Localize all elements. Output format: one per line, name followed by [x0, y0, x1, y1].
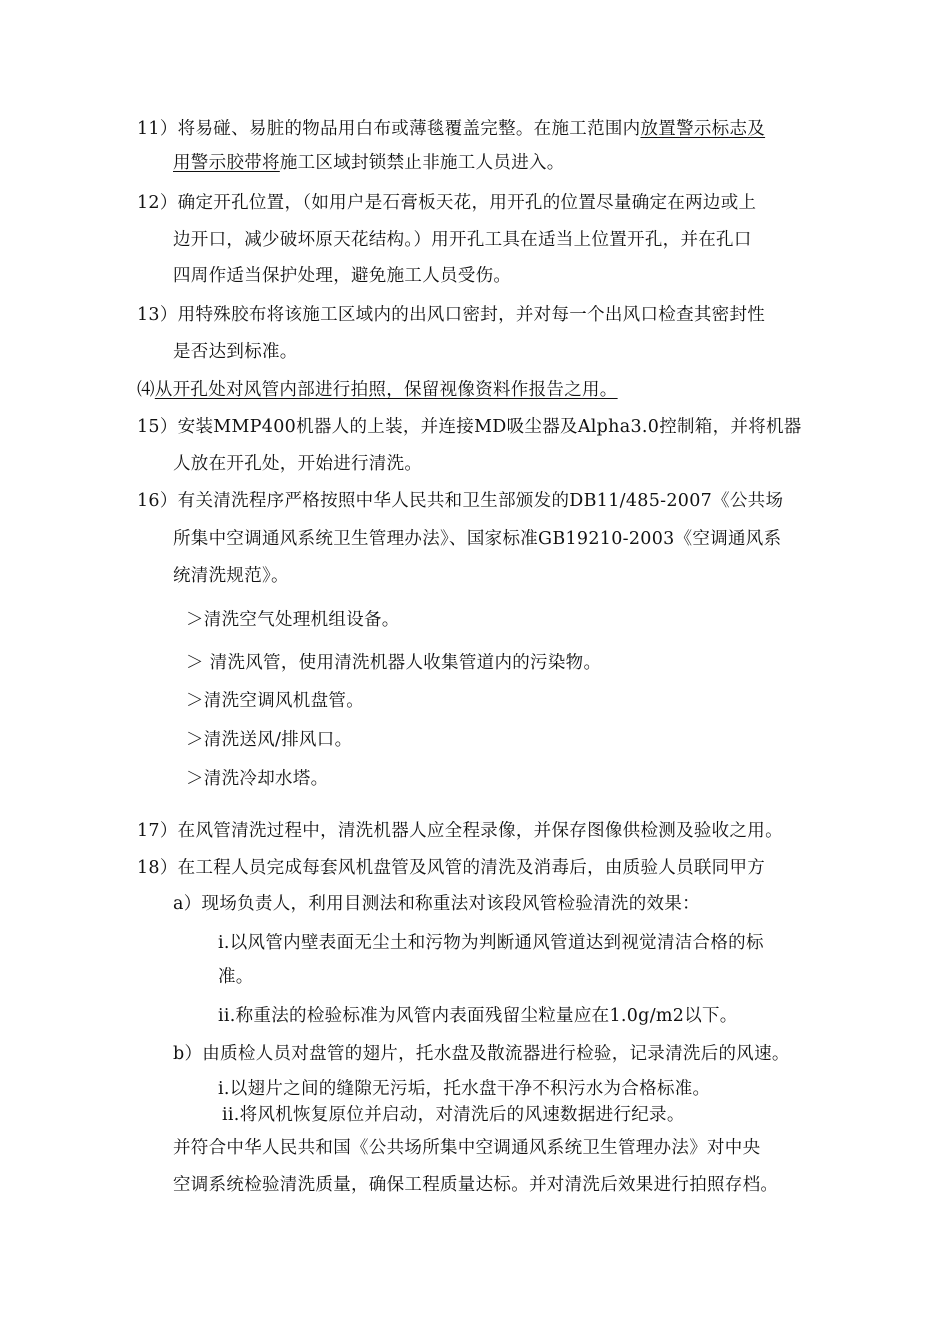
- item-15-line-2: 人放在开孔处，开始进行清洗。: [173, 454, 423, 474]
- item-12-line-3: 四周作适当保护处理，避免施工人员受伤。: [173, 266, 512, 286]
- item-11-underlined-text-2: 用警示胶带将: [173, 153, 280, 173]
- item-18-sub-b-i: i.以翅片之间的缝隙无污垢，托水盘干净不积污水为合格标准。: [218, 1079, 711, 1099]
- item-18-sub-b: b）由质检人员对盘管的翅片，托水盘及散流器进行检验，记录清洗后的风速。: [173, 1044, 790, 1064]
- item-14-number: ⑷: [137, 380, 155, 400]
- item-18-sub-a-ii: ii.称重法的检验标准为风管内表面残留尘粒量应在1.0g/m2以下。: [218, 1006, 738, 1026]
- item-17-line-1: 17）在风管清洗过程中，清洗机器人应全程录像，并保存图像供检测及验收之用。: [137, 821, 783, 841]
- item-18-sub-a-i-line-2: 准。: [218, 967, 254, 987]
- item-11-line-2: [173, 151, 565, 175]
- bullet-item: ＞清洗送风/排风口。: [186, 730, 353, 750]
- item-14-line: [137, 378, 618, 402]
- item-13-line-1: 13）用特殊胶布将该施工区域内的出风口密封，并对每一个出风口检查其密封性: [137, 305, 766, 325]
- item-16-line-1: 16）有关清洗程序严格按照中华人民共和卫生部颁发的DB11/485-2007《公共场: [137, 491, 784, 511]
- item-16-line-2: 所集中空调通风系统卫生管理办法》、国家标准GB19210-2003《空调通风系: [173, 529, 782, 549]
- item-18-sub-a: a）现场负责人，利用目测法和称重法对该段风管检验清洗的效果：: [173, 894, 700, 914]
- item-11-underlined-text: 放置警示标志及: [640, 119, 766, 139]
- bullet-item: ＞清洗空调风机盘管。: [186, 691, 364, 711]
- item-11-text-2: 施工区域封锁禁止非施工人员进入。: [279, 153, 565, 173]
- bullet-item: ＞清洗空气处理机组设备。: [186, 610, 400, 630]
- item-12-line-1: 12）确定开孔位置，（如用户是石膏板天花，用开孔的位置尽量确定在两边或上: [137, 193, 757, 213]
- item-13-line-2: 是否达到标准。: [173, 342, 298, 362]
- item-18-sub-a-i-line-1: i.以风管内壁表面无尘土和污物为判断通风管道达到视觉清洁合格的标: [218, 933, 764, 953]
- bullet-item: ＞清洗冷却水塔。: [186, 769, 329, 789]
- item-16-line-3: 统清洗规范》。: [173, 566, 289, 586]
- item-15-line-1: 15）安装MMP400机器人的上装，并连接MD吸尘器及Alpha3.0控制箱，并将机器: [137, 417, 802, 437]
- closing-line-1: 并符合中华人民共和国《公共场所集中空调通风系统卫生管理办法》对中央: [173, 1138, 761, 1158]
- closing-line-2: 空调系统检验清洗质量，确保工程质量达标。并对清洗后效果进行拍照存档。: [173, 1175, 779, 1195]
- bullet-item: ＞ 清洗风管，使用清洗机器人收集管道内的污染物。: [186, 653, 602, 673]
- item-12-line-2: 边开口，减少破坏原天花结构。）用开孔工具在适当上位置开孔，并在孔口: [173, 230, 752, 250]
- item-11-line-1: [137, 117, 765, 141]
- item-14-underlined-text: 从开孔处对风管内部进行拍照，保留视像资料作报告之用。: [154, 380, 618, 400]
- item-18-line-1: 18）在工程人员完成每套风机盘管及风管的清洗及消毒后，由质验人员联同甲方: [137, 858, 766, 878]
- item-18-sub-b-ii: ii.将风机恢复原位并启动，对清洗后的风速数据进行纪录。: [222, 1105, 685, 1125]
- item-11-text: 11）将易碰、易脏的物品用白布或薄毯覆盖完整。在施工范围内: [137, 119, 641, 139]
